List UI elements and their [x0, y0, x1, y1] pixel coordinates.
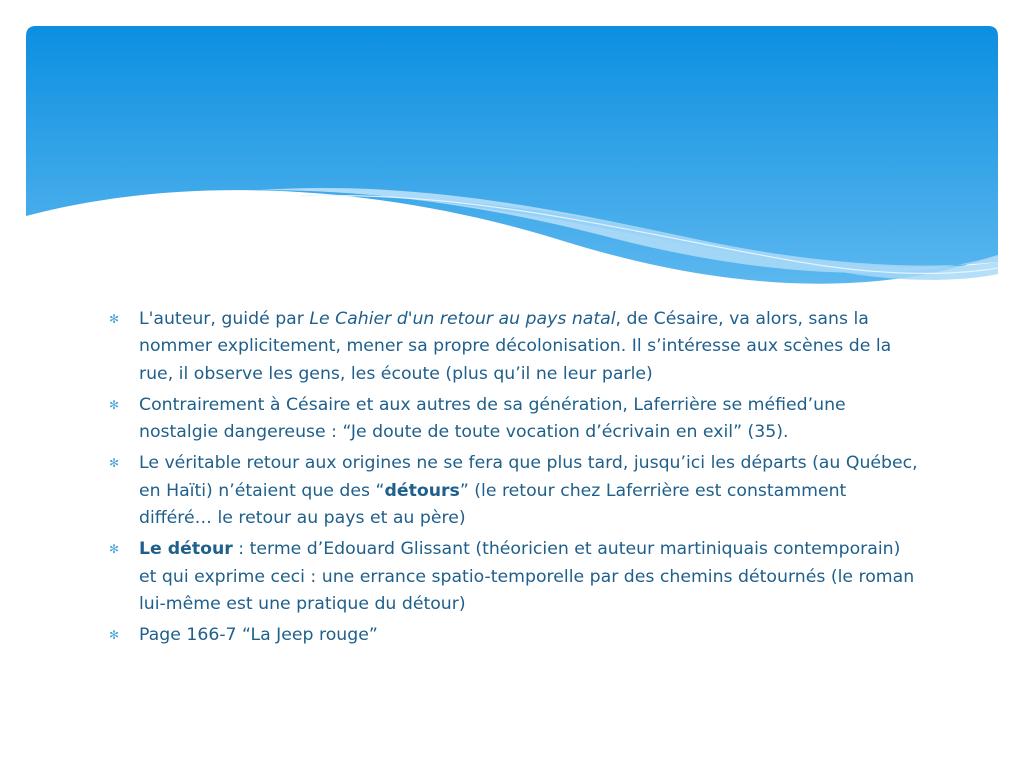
header-wave-banner [0, 0, 1024, 300]
bullet-item [108, 306, 920, 388]
bullet-item [108, 536, 920, 618]
bullet-item [108, 450, 920, 532]
bullet-item [108, 392, 920, 447]
asterisk-bullet-icon: ✻ [108, 542, 120, 557]
bullet-text: Contrairement à Césaire et aux autres de sa génération, Laferrière se méfied’une nostalgie dangereuse : “Je doute de toute vocation d’écrivain en exil” (35). [139, 394, 846, 443]
asterisk-bullet-icon: ✻ [108, 456, 120, 471]
bullet-item [108, 622, 920, 649]
slide-content [108, 306, 920, 654]
bullet-list [108, 306, 920, 650]
bold-term: Le détour [139, 539, 233, 560]
book-title: Le Cahier d'un retour au pays natal [309, 309, 616, 329]
bullet-text: ” (le retour chez Laferrière est constamment différé… le retour au pays et au père) [139, 480, 847, 529]
asterisk-bullet-icon: ✻ [108, 628, 120, 643]
bullet-text: L'auteur, guidé par [139, 309, 310, 329]
bullet-text: : terme d’Edouard Glissant (théoricien et auteur martiniquais contemporain) et qui exprime ceci : une errance spatio-temporelle par des chemins détournés (le roman lui-même est une pratique du détour) [139, 539, 915, 614]
bullet-text: Page 166-7 “La Jeep rouge” [139, 625, 378, 646]
asterisk-bullet-icon: ✻ [108, 312, 120, 326]
bullet-text: Le véritable retour aux origines ne se fera que plus tard, jusqu’ici les départs (au Québec, en Haïti) n’étaient que des “ [139, 453, 918, 501]
asterisk-bullet-icon: ✻ [108, 397, 120, 412]
bullet-text: , de Césaire, va alors, sans la nommer explicitement, mener sa propre décolonisation. Il s’intéresse aux scènes de la rue, il observe les gens, les écoute (plus qu’il ne leur parle) [139, 309, 892, 384]
bold-term: détours [384, 480, 460, 501]
header-band-shape [26, 26, 998, 284]
